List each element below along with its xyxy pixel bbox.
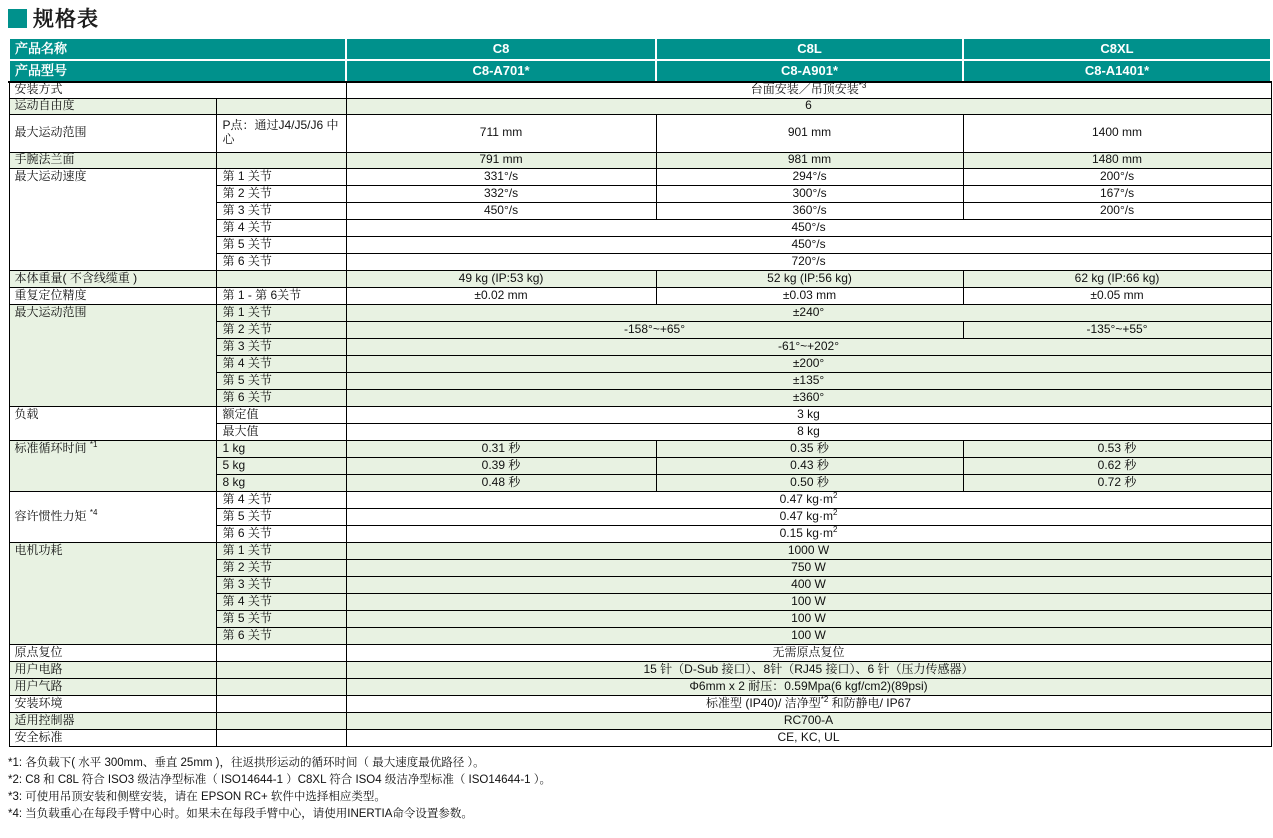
- table-row: [9, 304, 1271, 321]
- row-sublabel: [216, 644, 346, 661]
- value-cell: C8-A1401*: [963, 60, 1271, 82]
- value-cell: -135°~+55°: [963, 321, 1271, 338]
- row-label: 用户电路: [9, 661, 216, 678]
- value-cell: C8XL: [963, 38, 1271, 60]
- value-cell: 720°/s: [346, 253, 1271, 270]
- row-label: 产品型号: [9, 60, 346, 82]
- value-cell: 0.53 秒: [963, 440, 1271, 457]
- row-sublabel: 第 1 关节: [216, 304, 346, 321]
- row-sublabel: 1 kg: [216, 440, 346, 457]
- row-sublabel: [216, 661, 346, 678]
- value-cell: 49 kg (IP:53 kg): [346, 270, 656, 287]
- value-cell: 1480 mm: [963, 152, 1271, 168]
- table-row: [9, 287, 1271, 304]
- footnote-2: *2: C8 和 C8L 符合 ISO3 级洁净型标准（ ISO14644-1 ）C8XL 符合 ISO4 级洁净型标准（ ISO14644-1 ）。: [8, 773, 552, 786]
- row-sublabel: 第 4 关节: [216, 491, 346, 508]
- value-cell: 300°/s: [656, 185, 963, 202]
- superscript-note: *2: [820, 695, 829, 704]
- value-cell: 62 kg (IP:66 kg): [963, 270, 1271, 287]
- value-cell: ±135°: [346, 372, 1271, 389]
- row-label: 原点复位: [9, 644, 216, 661]
- row-sublabel: 第 6 关节: [216, 627, 346, 644]
- footnote-1: *1: 各负载下( 水平 300mm、垂直 25mm )，往返拱形运动的循环时间（ 最大速度最优路径 ）。: [8, 756, 485, 769]
- value-cell: 791 mm: [346, 152, 656, 168]
- row-sublabel: 第 4 关节: [216, 355, 346, 372]
- row-label: 最大运动范围: [9, 304, 216, 406]
- row-label: 最大运动速度: [9, 168, 216, 270]
- value-cell: 0.15 $kg\cdot m^2$: [346, 525, 1271, 542]
- row-sublabel: 第 5 关节: [216, 610, 346, 627]
- table-row: [9, 712, 1271, 729]
- value-cell: 711 mm: [346, 114, 656, 152]
- row-label: 安装方式: [9, 82, 346, 98]
- table-row: [9, 491, 1271, 508]
- value-cell: 0.31 秒: [346, 440, 656, 457]
- value-cell: 200°/s: [963, 168, 1271, 185]
- value-cell: ±240°: [346, 304, 1271, 321]
- row-sublabel: 第 2 关节: [216, 185, 346, 202]
- row-sublabel: P点：通过J4/J5/J6 中心: [216, 114, 346, 152]
- row-sublabel: 第 3 关节: [216, 338, 346, 355]
- value-cell: 0.39 秒: [346, 457, 656, 474]
- value-cell: 0.50 秒: [656, 474, 963, 491]
- row-sublabel: 第 5 关节: [216, 372, 346, 389]
- row-label: 电机功耗: [9, 542, 216, 644]
- value-cell: 52 kg (IP:56 kg): [656, 270, 963, 287]
- value-cell: 0.35 秒: [656, 440, 963, 457]
- value-cell: 0.47 $kg\cdot m^2$: [346, 491, 1271, 508]
- value-cell: Φ6mm x 2 耐压：0.59Mpa(6 kgf/cm2)(89psi): [346, 678, 1271, 695]
- value-cell: 0.43 秒: [656, 457, 963, 474]
- row-sublabel: 第 5 关节: [216, 236, 346, 253]
- footnote-3: *3: 可使用吊顶安装和侧壁安装，请在 EPSON RC+ 软件中选择相应类型。: [8, 791, 386, 803]
- value-cell: C8-A901*: [656, 60, 963, 82]
- table-row: [9, 114, 1271, 152]
- row-sublabel: 最大值: [216, 423, 346, 440]
- row-label: 重复定位精度: [9, 287, 216, 304]
- row-sublabel: 第 3 关节: [216, 202, 346, 219]
- row-label: 产品名称: [9, 38, 346, 60]
- value-cell: 360°/s: [656, 202, 963, 219]
- value-cell: 0.47 $kg\cdot m^2$: [346, 508, 1271, 525]
- row-sublabel: [216, 729, 346, 746]
- row-label: 用户气路: [9, 678, 216, 695]
- page-title: 规格表: [33, 8, 99, 31]
- value-cell: 台面安装／吊顶安装$^{*3}$: [346, 82, 1271, 98]
- value-cell: 3 kg: [346, 406, 1271, 423]
- value-cell: 8 kg: [346, 423, 1271, 440]
- row-label: 安装环境: [9, 695, 216, 712]
- table-row: [9, 38, 1271, 60]
- row-sublabel: [216, 270, 346, 287]
- row-sublabel: [216, 152, 346, 168]
- table-row: [9, 60, 1271, 82]
- row-sublabel: [216, 678, 346, 695]
- value-cell: 100 W: [346, 610, 1271, 627]
- row-sublabel: 5 kg: [216, 457, 346, 474]
- row-label: 最大运动范围: [9, 114, 216, 152]
- value-cell: ±0.02 mm: [346, 287, 656, 304]
- value-cell: CE, KC, UL: [346, 729, 1271, 746]
- row-sublabel: 额定值: [216, 406, 346, 423]
- value-cell: C8L: [656, 38, 963, 60]
- table-row: [9, 270, 1271, 287]
- superscript-note: 2: [832, 491, 838, 500]
- value-cell: C8-A701*: [346, 60, 656, 82]
- value-cell: 15 针（D-Sub 接口）、8针（RJ45 接口）、6 针（压力传感器）: [346, 661, 1271, 678]
- table-row: [9, 729, 1271, 746]
- table-row: [9, 98, 1271, 114]
- row-label: 手腕法兰面: [9, 152, 216, 168]
- value-cell: 167°/s: [963, 185, 1271, 202]
- value-cell: ±0.05 mm: [963, 287, 1271, 304]
- value-cell: 1400 mm: [963, 114, 1271, 152]
- superscript-note: *3: [858, 82, 867, 91]
- row-sublabel: 第 3 关节: [216, 576, 346, 593]
- superscript-note: 2: [832, 508, 838, 517]
- value-cell: ±200°: [346, 355, 1271, 372]
- row-sublabel: [216, 695, 346, 712]
- value-cell: 450°/s: [346, 219, 1271, 236]
- superscript-note: 2: [832, 525, 838, 534]
- row-sublabel: 第 2 关节: [216, 559, 346, 576]
- row-sublabel: 第 6 关节: [216, 389, 346, 406]
- value-cell: 450°/s: [346, 202, 656, 219]
- value-cell: 331°/s: [346, 168, 656, 185]
- value-cell: -158°~+65°: [346, 321, 963, 338]
- value-cell: 750 W: [346, 559, 1271, 576]
- value-cell: RC700-A: [346, 712, 1271, 729]
- row-sublabel: 第 6 关节: [216, 253, 346, 270]
- table-row: [9, 168, 1271, 185]
- value-cell: 981 mm: [656, 152, 963, 168]
- row-sublabel: 第 4 关节: [216, 219, 346, 236]
- table-row: [9, 542, 1271, 559]
- row-sublabel: 第 5 关节: [216, 508, 346, 525]
- superscript-note: *1: [89, 440, 98, 449]
- value-cell: 100 W: [346, 593, 1271, 610]
- row-label: 容许惯性力矩 $^{*4}$: [9, 491, 216, 542]
- value-cell: 200°/s: [963, 202, 1271, 219]
- value-cell: 标准型 (IP40)/ 洁净型$^{*2}$ 和防静电/ IP67: [346, 695, 1271, 712]
- value-cell: 无需原点复位: [346, 644, 1271, 661]
- row-sublabel: 第 1 - 第 6关节: [216, 287, 346, 304]
- table-row: [9, 440, 1271, 457]
- row-sublabel: [216, 712, 346, 729]
- row-label: 本体重量( 不含线缆重 ): [9, 270, 216, 287]
- value-cell: 332°/s: [346, 185, 656, 202]
- table-row: [9, 406, 1271, 423]
- value-cell: 0.62 秒: [963, 457, 1271, 474]
- value-cell: 0.48 秒: [346, 474, 656, 491]
- value-cell: 1000 W: [346, 542, 1271, 559]
- table-row: [9, 695, 1271, 712]
- row-label: 标准循环时间 $^{*1}$: [9, 440, 216, 491]
- section-title: [8, 5, 1273, 31]
- row-label: 安全标准: [9, 729, 216, 746]
- value-cell: 6: [346, 98, 1271, 114]
- value-cell: 0.72 秒: [963, 474, 1271, 491]
- value-cell: 294°/s: [656, 168, 963, 185]
- title-square-icon: [8, 9, 27, 28]
- row-sublabel: 第 1 关节: [216, 542, 346, 559]
- value-cell: 450°/s: [346, 236, 1271, 253]
- footnote-4: *4: 当负载重心在每段手臂中心时。如果未在每段手臂中心，请使用INERTIA命令设置参数。: [8, 808, 473, 821]
- row-label: 负载: [9, 406, 216, 440]
- value-cell: -61°~+202°: [346, 338, 1271, 355]
- value-cell: 100 W: [346, 627, 1271, 644]
- row-label: 适用控制器: [9, 712, 216, 729]
- row-sublabel: 第 2 关节: [216, 321, 346, 338]
- row-sublabel: 第 1 关节: [216, 168, 346, 185]
- table-row: [9, 644, 1271, 661]
- row-sublabel: [216, 98, 346, 114]
- footnotes: [8, 755, 1273, 824]
- row-sublabel: 第 6 关节: [216, 525, 346, 542]
- value-cell: C8: [346, 38, 656, 60]
- row-sublabel: 8 kg: [216, 474, 346, 491]
- value-cell: 901 mm: [656, 114, 963, 152]
- row-label: 运动自由度: [9, 98, 216, 114]
- value-cell: ±360°: [346, 389, 1271, 406]
- row-sublabel: 第 4 关节: [216, 593, 346, 610]
- table-row: [9, 678, 1271, 695]
- table-row: [9, 152, 1271, 168]
- table-row: [9, 82, 1271, 98]
- value-cell: 400 W: [346, 576, 1271, 593]
- table-row: [9, 661, 1271, 678]
- superscript-note: *4: [89, 507, 98, 517]
- spec-table: [8, 37, 1272, 747]
- value-cell: ±0.03 mm: [656, 287, 963, 304]
